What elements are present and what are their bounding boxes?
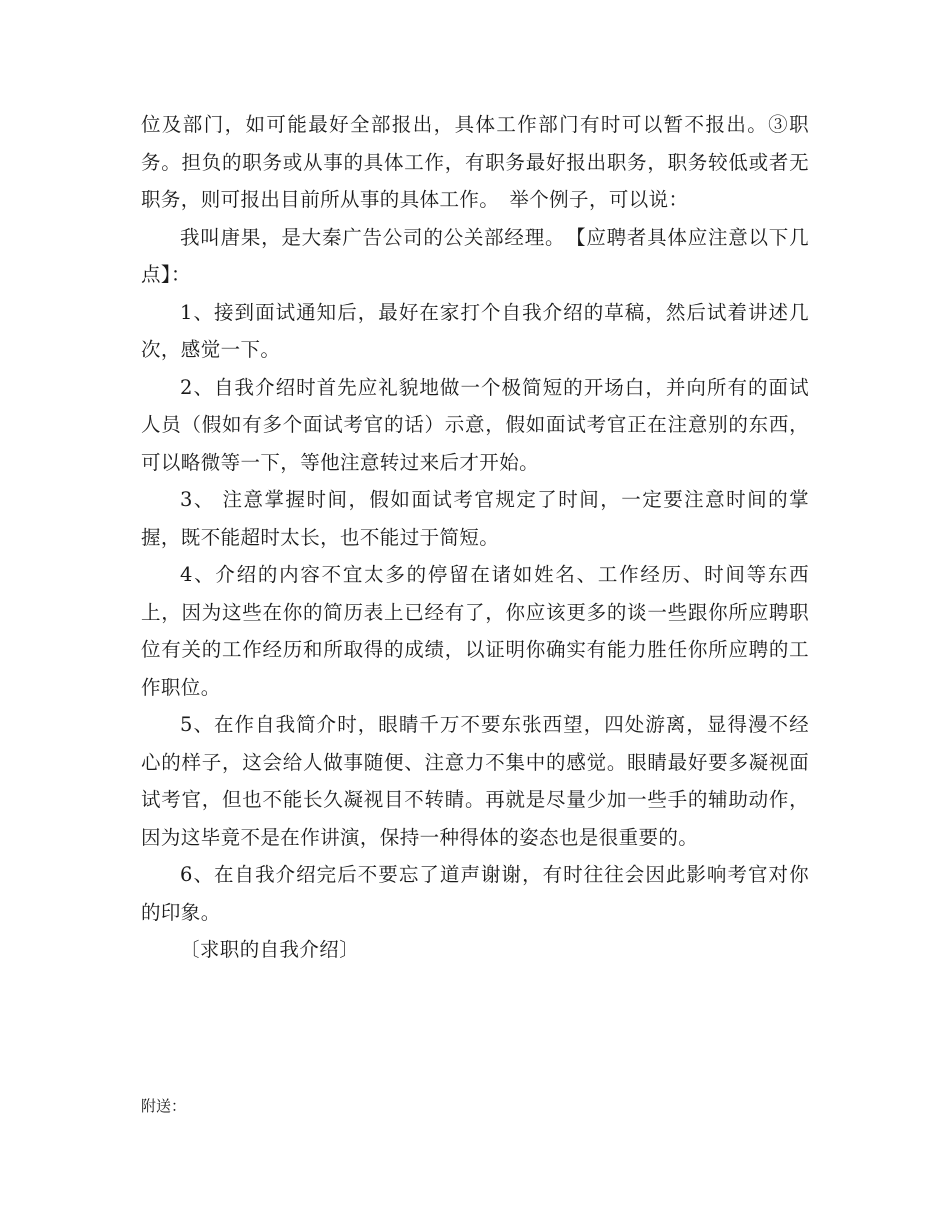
footer-note: 附送： xyxy=(141,1097,187,1115)
paragraph-point-6: 6、在自我介绍完后不要忘了道声谢谢，有时往往会因此影响考官对你的印象。 xyxy=(141,863,809,924)
paragraph-point-1: 1、接到面试通知后，最好在家打个自我介绍的草稿，然后试着讲述几次，感觉一下。 xyxy=(141,300,809,361)
paragraph-continuation: 位及部门，如可能最好全部报出，具体工作部门有时可以暂不报出。③职务。担负的职务或从事的具体工作，有职务最好报出职务，职务较低或者无职务，则可报出目前所从事的具体工作。 举个例子，可以说： xyxy=(141,113,809,211)
paragraph-point-2: 2、自我介绍时首先应礼貌地做一个极简短的开场白，并向所有的面试人员（假如有多个面试考官的话）示意，假如面试考官正在注意别的东西，可以略微等一下，等他注意转过来后才开始。 xyxy=(141,375,809,474)
paragraph-example-intro: 我叫唐果，是大秦广告公司的公关部经理。 【应聘者具体应注意以下几点】： xyxy=(141,225,809,286)
paragraph-point-3: 3、 注意掌握时间，假如面试考官规定了时间，一定要注意时间的掌握，既不能超时太长，也不能过于简短。 xyxy=(141,488,809,549)
paragraph-point-5: 5、在作自我简介时，眼睛千万不要东张西望，四处游离，显得漫不经心的样子，这会给人做事随便、注意力不集中的感觉。眼睛最好要多凝视面试考官，但也不能长久凝视目不转睛。再就是尽量少加一些手的辅助动作，因为这毕竟不是在作讲演，保持一种得体的姿态也是很重要的。 xyxy=(141,713,809,849)
paragraph-point-4: 4、介绍的内容不宜太多的停留在诸如姓名、工作经历、时间等东西上，因为这些在你的简历表上已经有了，你应该更多的谈一些跟你所应聘职位有关的工作经历和所取得的成绩，以证明你确实有能力胜任你所应聘的工作职位。 xyxy=(141,563,809,699)
paragraph-source-title: 〔求职的自我介绍〕 xyxy=(180,938,360,961)
document-body xyxy=(141,106,809,969)
